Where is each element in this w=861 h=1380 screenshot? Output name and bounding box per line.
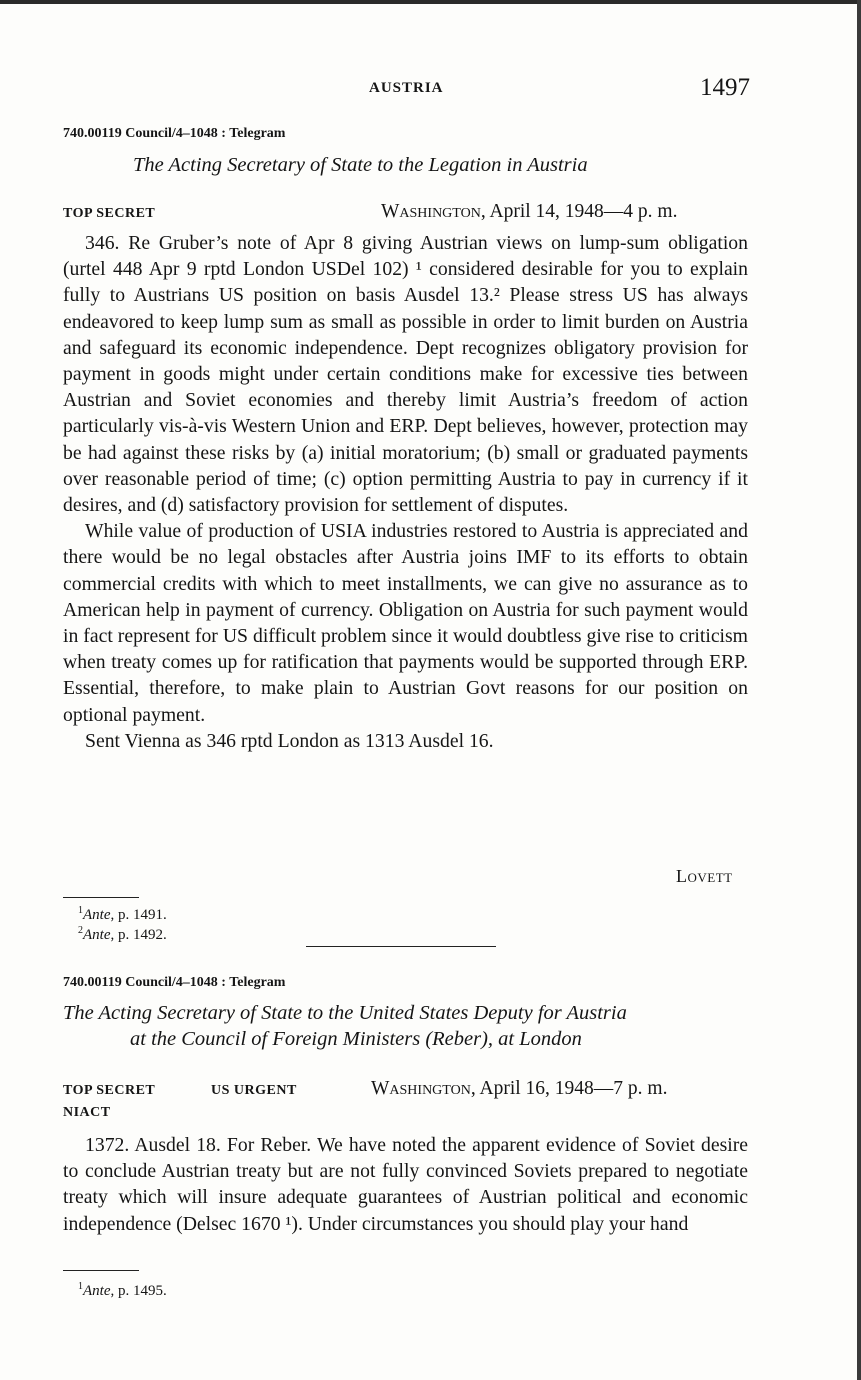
doc1-file-reference: 740.00119 Council/4–1048 : Telegram (63, 126, 286, 141)
doc1-footnote-1: $^1$Ante, p. 1491. (78, 905, 167, 923)
doc2-title-line-1: The Acting Secretary of State to the United States Deputy for Austria (63, 1002, 627, 1024)
doc2-dateline (371, 1078, 667, 1100)
doc1-footnote-rule (63, 897, 139, 898)
doc2-footnote-rule (63, 1270, 139, 1271)
doc1-body (63, 230, 748, 754)
doc2-dateline-place: Washington (371, 1078, 471, 1099)
doc1-dateline-place: Washington (381, 201, 481, 222)
doc2-dateline-date: , April 16, 1948—7 p. m. (470, 1078, 668, 1099)
running-head: AUSTRIA (369, 80, 444, 96)
document-separator (306, 946, 496, 947)
doc1-footnote-2: $^2$Ante, p. 1492. (78, 925, 167, 943)
doc1-dateline (381, 201, 677, 223)
doc1-dateline-date: , April 14, 1948—4 p. m. (480, 201, 678, 222)
doc1-paragraph-2: While value of production of USIA industries restored to Austria is appreciated and there would be no legal obstacles after Austria joins IMF to its efforts to obtain commercial credits with which to meet installments, we can give no assurance as to American help in payment of currency. Obligation on Austria for such payment would in fact represent for US difficult problem since it would doubtless give rise to criticism when treaty comes up for ratification that payments would be supported through ERP. Essential, therefore, to make plain to Austrian Govt reasons for our position on optional payment. (63, 520, 748, 726)
doc2-classification: TOP SECRET (63, 1083, 156, 1098)
doc2-title-line-2: at the Council of Foreign Ministers (Reber), at London (130, 1028, 582, 1050)
doc1-title: The Acting Secretary of State to the Legation in Austria (133, 154, 588, 176)
page-right-edge (857, 0, 861, 1380)
doc2-channel: NIACT (63, 1105, 111, 1120)
doc1-classification: TOP SECRET (63, 206, 156, 221)
doc1-paragraph-1: 346. Re Gruber’s note of Apr 8 giving Austrian views on lump-sum obligation (urtel 448 Apr 9 rptd London USDel 102) ¹ considered desirable for you to explain fully to Austrians US position on basis Ausdel 13.² Please stress US has always endeavored to keep lump sum as small as possible in order to limit burden on Austria and safeguard its economic independence. Dept recognizes obligatory provision for payment in goods might under certain conditions make for excessive ties between Austrian and Soviet economies and thereby limit Austria’s freedom of action particularly vis-à-vis Western Union and ERP. Dept believes, however, protection may be had against these risks by (a) initial moratorium; (b) small or graduated payments over reasonable period of time; (c) option permitting Austria to pay in currency if it desires, and (d) satisfactory provision for settlement of disputes. (63, 232, 748, 517)
doc2-priority: US URGENT (211, 1083, 297, 1098)
page-number: 1497 (700, 74, 750, 101)
doc2-file-reference: 740.00119 Council/4–1048 : Telegram (63, 975, 286, 990)
page-top-border (0, 0, 861, 4)
doc1-paragraph-3: Sent Vienna as 346 rptd London as 1313 Ausdel 16. (85, 729, 494, 752)
doc2-body (63, 1132, 748, 1237)
doc2-footnote-1: $^1$Ante, p. 1495. (78, 1281, 167, 1299)
doc2-paragraph-1: 1372. Ausdel 18. For Reber. We have noted the apparent evidence of Soviet desire to conclude Austrian treaty but are not fully convinced Soviets prepared to negotiate treaty which will insure adequate guarantees of Austrian political and economic independence (Delsec 1670 ¹). Under circumstances you should play your hand (63, 1134, 748, 1235)
doc1-signature: Lovett (676, 866, 733, 886)
